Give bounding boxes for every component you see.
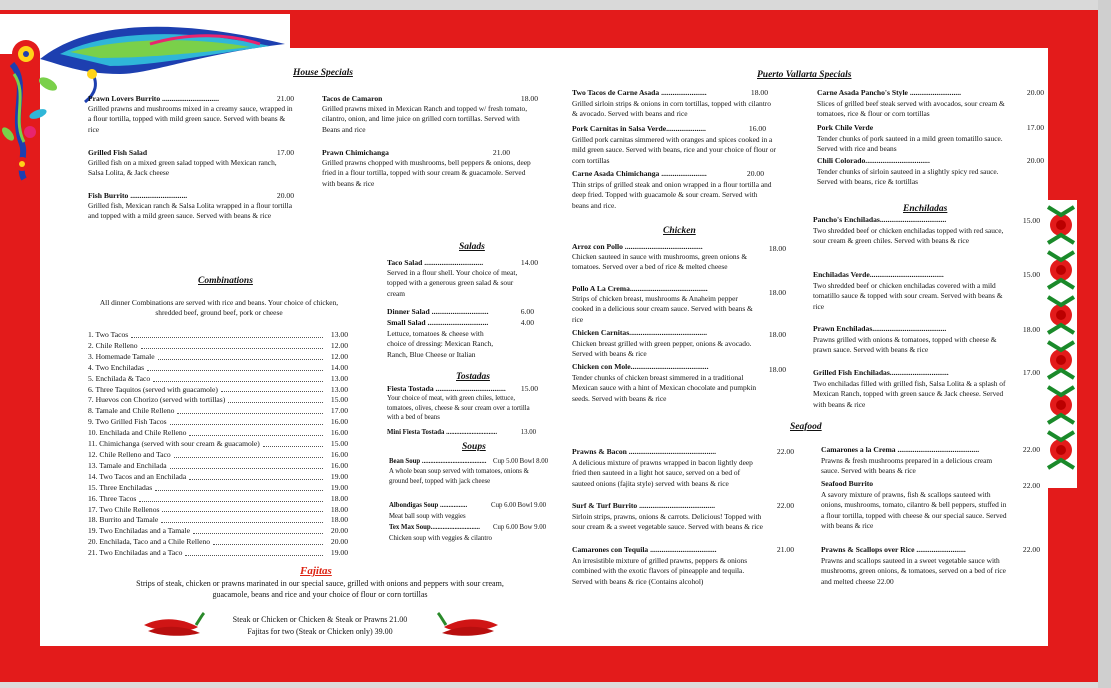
menu-item-price: 18.00 (768, 330, 786, 339)
dot-leader (158, 352, 323, 360)
menu-item-desc: Tender chunks of sirloin sauteed in a slightly spicy red sauce. Served with beans, rice & tortillas (817, 167, 999, 187)
dot-leader (141, 341, 323, 349)
menu-item-desc: Tender chunks of chicken breast simmered in a traditional Mexican sauce with a hint of Mexican chocolate and pumpkin seeds. Served with beans & rice (572, 373, 757, 403)
menu-item-price: 15.00 (520, 384, 538, 393)
menu-item-desc: Grilled prawns mixed in Mexican Ranch and topped w/ fresh tomato, cilantro, onion, and lime juice on grilled corn tortillas. Served with Beans and rice (322, 104, 528, 134)
menu-item-name: Enchiladas Verde....................................... (813, 270, 944, 279)
menu-item-price: 21.00 (492, 148, 510, 157)
dot-leader (139, 494, 323, 502)
combo-price: 18.00 (330, 515, 348, 525)
menu-item-price: 21.00 (776, 545, 794, 554)
top-gray-strip (0, 0, 1111, 10)
menu-item-desc: A delicious mixture of prawns wrapped in bacon lightly deep fried then sauteed in a light hot sauce, served on a bed of sauteed onions (fajita style) served with beans & rice (572, 458, 753, 488)
combo-price: 17.00 (330, 406, 348, 416)
menu-item-desc: Tender chunks of pork sauteed in a mild green tomatillo sauce. Served with rice and beans (817, 134, 1003, 154)
combo-name: 5. Enchilada & Taco (88, 373, 151, 383)
puerto-vallarta-title: Puerto Vallarta Specials (757, 70, 852, 80)
combo-name: 20. Enchilada, Taco and a Chile Relleno (88, 537, 211, 547)
dot-leader (228, 395, 323, 403)
combo-row (88, 385, 348, 396)
dot-leader (147, 363, 323, 371)
menu-item-desc: Meat ball soup with veggies (389, 513, 466, 520)
menu-item-desc: Your choice of meat, with green chiles, lettuce, tomatoes, olives, cheese & sour cream over a tortilla with a bed of beans (387, 395, 530, 421)
combo-row (88, 374, 348, 385)
combo-price: 13.00 (330, 384, 348, 394)
combo-price: 16.00 (330, 428, 348, 438)
combo-name: 6. Three Taquitos (served with guacamole) (88, 384, 218, 394)
combo-price: 16.00 (330, 449, 348, 459)
tostadas-title: Tostadas (456, 372, 490, 382)
menu-item-desc: Grilled fish on a mixed green salad topped with Mexican ranch, Salsa Lolita, & Jack cheese (88, 158, 277, 178)
menu-item-desc: Grilled prawns and mushrooms mixed in a creamy sauce, wrapped in a flour tortilla, topped with mild green sauce. Served with beans & rice (88, 104, 293, 134)
menu-item-desc: Grilled pork carnitas simmered with oranges and spices cooked in a mild green sauce. Served with beans, rice and your choice of flour or corn tortillas (572, 135, 776, 165)
menu-item-price: 17.00 (1026, 123, 1044, 132)
menu-item-desc: Chicken breast grilled with green pepper, onions & avocado. Served with beans & rice (572, 339, 752, 359)
combo-row (88, 406, 348, 417)
dot-leader (177, 406, 323, 414)
menu-item-price: 22.00 (1022, 481, 1040, 490)
dot-leader (170, 417, 323, 425)
menu-item-name: Prawn Chimichanga (322, 148, 389, 157)
combo-price: 14.00 (330, 362, 348, 372)
fajitas-title: Fajitas (300, 565, 332, 577)
menu-item-name: Prawns & Bacon .............................................. (572, 447, 717, 456)
menu-item-name: Two Tacos de Carne Asada ........................ (572, 88, 707, 97)
menu-item-desc: Chicken sauteed in sauce with mushrooms, green onions & tomatoes. Served over a bed of rice & melted cheese (572, 252, 748, 272)
menu-item-name: Tacos de Camaron (322, 94, 383, 103)
menu-item-name: Arroz con Pollo ......................................... (572, 242, 703, 251)
dot-leader (189, 428, 323, 436)
soups-title: Soups (462, 442, 486, 452)
combo-name: 4. Two Enchiladas (88, 362, 145, 372)
menu-item-price: 18.00 (768, 365, 786, 374)
combo-name: 13. Tamale and Enchilada (88, 460, 167, 470)
fajitas-desc: Strips of steak, chicken or prawns marinated in our special sauce, grilled with onions and peppers with sour cream, guacamole, beans and rice and your choice of flour or corn tortillas (136, 579, 504, 599)
chili-pepper-icon (140, 607, 206, 637)
combo-row (88, 472, 348, 483)
combo-name: 2. Chile Relleno (88, 340, 138, 350)
menu-item-price: 20.00 (1026, 156, 1044, 165)
combo-price: 19.00 (330, 548, 348, 558)
menu-item-price: 18.00 (768, 288, 786, 297)
combinations-title: Combinations (198, 276, 253, 286)
combo-row (88, 439, 348, 450)
menu-item-name: Small Salad ................................ (387, 318, 489, 327)
combo-price: 16.00 (330, 417, 348, 427)
combinations-list (88, 330, 348, 559)
combo-row (88, 417, 348, 428)
combo-name: 16. Three Tacos (88, 493, 137, 503)
dot-leader (155, 483, 323, 491)
combo-row (88, 515, 348, 526)
menu-item-price: 18.00 (1022, 325, 1040, 334)
dot-leader (170, 461, 323, 469)
combo-row (88, 428, 348, 439)
dot-leader (153, 374, 323, 382)
combo-name: 21. Two Enchiladas and a Taco (88, 548, 183, 558)
combo-row (88, 352, 348, 363)
combinations-intro: All dinner Combinations are served with rice and beans. Your choice of chicken, shredded beef, ground beef, pork or cheese (99, 298, 339, 318)
menu-item-desc: Grilled sirloin strips & onions in corn tortillas, topped with cilantro & avocado. Served with beans and rice (572, 99, 771, 119)
menu-item-name: Camarones con Tequila ................................... (572, 545, 717, 554)
menu-item-name: Pollo A La Crema......................................... (572, 284, 708, 293)
combo-name: 17. Two Chile Rellenos (88, 504, 160, 514)
menu-item-price: 16.00 (748, 124, 766, 133)
combo-name: 12. Chile Relleno and Taco (88, 449, 171, 459)
combo-price: 19.00 (330, 471, 348, 481)
combo-row (88, 450, 348, 461)
menu-item-desc: A savory mixture of prawns, fish & scallops sauteed with onions, mushrooms, tomato, cilantro & bell peppers, stuffed in a flour tortilla, topped with cheese & our special sauce. Served with beans & rice (821, 490, 1007, 530)
menu-item-price: 6.00 (520, 307, 534, 316)
menu-item-desc: Prawns grilled with onions & tomatoes, topped with cheese & prawn sauce. Served with beans & rice (813, 335, 997, 355)
menu-item-price: Cup 6.00 Bow 9.00 (492, 524, 546, 531)
combo-price: 20.00 (330, 537, 348, 547)
dot-leader (193, 526, 323, 534)
combo-price: 19.00 (330, 482, 348, 492)
menu-item-price: 21.00 (276, 94, 294, 103)
menu-item-price: 14.00 (520, 258, 538, 267)
menu-item-price: 22.00 (1022, 545, 1040, 554)
menu-item-desc: Sirloin strips, prawns, onions & carrots. Delicious! Topped with sour cream & a sweet vegetable sauce. Served with beans & rice (572, 512, 763, 532)
chili-pepper-icon (436, 607, 502, 637)
fajitas-price-line: Steak or Chicken or Chicken & Steak or Prawns 21.00 (232, 615, 408, 624)
combo-row (88, 341, 348, 352)
menu-item-desc: Thin strips of grilled steak and onion wrapped in a flour tortilla and deep fried. Topped with guacamole & sour cream. Served with beans and rice. (572, 180, 772, 210)
dot-leader (263, 439, 323, 447)
combo-name: 15. Three Enchiladas (88, 482, 153, 492)
menu-item-desc: Prawns and scallops sauteed in a sweet vegetable sauce with mushrooms, green onions, & tomatoes, served on a bed of rice and melted cheese 22.00 (821, 556, 1006, 586)
menu-item-desc: A whole bean soup served with tomatoes, onions & ground beef, topped with jack cheese (389, 468, 529, 485)
menu-item-name: Carne Asada Pancho's Style ........................... (817, 88, 962, 97)
combo-name: 9. Two Grilled Fish Tacos (88, 417, 167, 427)
combo-price: 13.00 (330, 373, 348, 383)
dot-leader (162, 505, 323, 513)
chicken-title: Chicken (663, 226, 696, 236)
dot-leader (189, 472, 323, 480)
combo-name: 7. Huevos con Chorizo (served with tortillas) (88, 395, 226, 405)
menu-item-name: Prawn Lovers Burrito .............................. (88, 94, 219, 103)
menu-item-price: 22.00 (776, 447, 794, 456)
dot-leader (131, 330, 323, 338)
menu-item-name: Fiesta Tostada ..................................... (387, 384, 506, 393)
menu-item-desc: Grilled prawns chopped with mushrooms, bell peppers & onions, deep fried in a flour tortilla, topped with sour cream & guacamole. Served with beans & rice (322, 158, 531, 188)
menu-item-name: Prawns & Scallops over Rice .......................... (821, 545, 966, 554)
combo-name: 14. Two Tacos and an Enchilada (88, 471, 187, 481)
combo-price: 20.00 (330, 526, 348, 536)
menu-item-name: Pork Carnitas in Salsa Verde..................... (572, 124, 706, 133)
menu-item-desc: Chicken soup with veggies & cilantro (389, 535, 492, 542)
dot-leader (221, 385, 323, 393)
combo-name: 18. Burrito and Tamale (88, 515, 159, 525)
combo-name: 19. Two Enchiladas and a Tamale (88, 526, 190, 536)
fajitas-price-line: Fajitas for two (Steak or Chicken only) 39.00 (247, 627, 393, 636)
menu-item-desc: Two shredded beef or chicken enchiladas covered with a mild tomatillo sauce & topped with sour cream. Served with beans & rice (813, 281, 1003, 311)
menu-item-desc: Grilled fish, Mexican ranch & Salsa Lolita wrapped in a flour tortilla and topped with a mild green sauce. Served with beans & rice (88, 201, 293, 221)
menu-item-price: 20.00 (1026, 88, 1044, 97)
combo-price: 16.00 (330, 460, 348, 470)
salads-title: Salads (459, 242, 485, 252)
combo-name: 8. Tamale and Chile Relleno (88, 406, 175, 416)
menu-item-name: Grilled Fish Salad (88, 148, 148, 157)
combo-row (88, 548, 348, 559)
menu-item-price: 20.00 (746, 169, 764, 178)
menu-item-name: Prawn Enchiladas....................................... (813, 324, 947, 333)
combo-price: 12.00 (330, 340, 348, 350)
seafood-title: Seafood (790, 422, 822, 432)
combo-row (88, 330, 348, 341)
menu-item-price: Cup 6.00 Bowl 9.00 (491, 502, 546, 509)
dot-leader (161, 515, 323, 523)
house-specials-title: House Specials (293, 68, 353, 78)
combo-name: 10. Enchilada and Chile Relleno (88, 428, 187, 438)
menu-item-name: Dinner Salad .............................. (387, 307, 489, 316)
menu-item-price: 20.00 (276, 191, 294, 200)
combo-price: 12.00 (330, 351, 348, 361)
menu-item-desc: Prawns & fresh mushrooms prepared in a delicious cream sauce. Served with beans & rice (821, 456, 993, 476)
menu-item-price: 15.00 (1022, 270, 1040, 279)
menu-item-name: Pork Chile Verde (817, 123, 874, 132)
menu-item-name: Chili Colorado.................................. (817, 156, 930, 165)
menu-item-desc: Two enchiladas filled with grilled fish, Salsa Lolita & a splash of Mexican Ranch, topped with green sauce & Jack cheese. Served with beans & rice (813, 379, 1006, 409)
combo-row (88, 494, 348, 505)
menu-item-name: Grilled Fish Enchiladas............................... (813, 368, 949, 377)
menu-item-desc: An irresistible mixture of grilled prawns, peppers & onions combined with the exotic flavors of pineapple and tequila. Served with beans & rice (Contains alcohol) (572, 556, 748, 586)
combo-name: 11. Chimichanga (served with sour cream & guacamole) (88, 439, 260, 449)
dot-leader (174, 450, 323, 458)
combo-row (88, 537, 348, 548)
red-flower-border-icon (1046, 203, 1076, 485)
enchiladas-title: Enchiladas (903, 204, 948, 214)
combo-row (88, 363, 348, 374)
combo-row (88, 461, 348, 472)
menu-item-desc: Slices of grilled beef steak served with avocados, sour cream & tomatoes, rice & flour or corn tortillas (817, 99, 1005, 119)
right-gray-strip (1098, 0, 1111, 688)
combo-row (88, 526, 348, 537)
menu-item-price: 22.00 (776, 501, 794, 510)
combo-name: 1. Two Tacos (88, 330, 129, 339)
menu-item-desc: Lettuce, tomatoes & cheese with choice of dressing: Mexican Ranch, Ranch, Blue Cheese or Italian (387, 329, 494, 359)
menu-item-name: Taco Salad ............................... (387, 258, 484, 267)
menu-item-price: 18.00 (520, 94, 538, 103)
combo-row (88, 505, 348, 516)
menu-item-price: 13.00 (520, 429, 536, 436)
menu-item-desc: Served in a flour shell. Your choice of meat, topped with a generous green salad & sour cream (387, 268, 518, 298)
menu-item-price: 15.00 (1022, 216, 1040, 225)
dot-leader (185, 548, 323, 556)
combo-row (88, 483, 348, 494)
menu-item-name: Albondigas Soup ................ (389, 502, 468, 509)
menu-item-name: Carne Asada Chimichanga ........................ (572, 169, 707, 178)
menu-item-name: Chicken Carnitas......................................... (572, 328, 708, 337)
menu-item-price: 4.00 (520, 318, 534, 327)
combo-price: 18.00 (330, 504, 348, 514)
menu-item-price: 17.00 (1022, 368, 1040, 377)
combo-price: 13.00 (330, 330, 348, 339)
combo-price: 15.00 (330, 395, 348, 405)
combo-price: 15.00 (330, 439, 348, 449)
menu-item-name: Fish Burrito .............................. (88, 191, 188, 200)
menu-item-name: Chicken con Mole......................................... (572, 362, 709, 371)
menu-item-desc: Strips of chicken breast, mushrooms & Anaheim pepper cooked in a delicious sour cream sauce. Served with beans & rice (572, 294, 753, 324)
menu-item-price: 17.00 (276, 148, 294, 157)
dot-leader (213, 537, 323, 545)
menu-item-name: Mini Fiesta Tostada .............................. (387, 429, 498, 436)
menu-item-name: Camarones a la Crema ........................................... (821, 445, 980, 454)
combo-row (88, 395, 348, 406)
menu-item-name: Tex Max Soup............................. (389, 524, 480, 531)
menu-item-price: 22.00 (1022, 445, 1040, 454)
menu-item-price: 18.00 (750, 88, 768, 97)
menu-item-name: Surf & Turf Burrito ........................................ (572, 501, 716, 510)
menu-item-desc: Two shredded beef or chicken enchiladas topped with red sauce, sour cream & green chiles. Served with beans & rice (813, 226, 1004, 246)
menu-item-name: Pancho's Enchiladas................................... (813, 215, 947, 224)
menu-item-name: Bean Soup ...................................... (389, 458, 487, 465)
menu-item-price: 18.00 (768, 244, 786, 253)
combo-price: 18.00 (330, 493, 348, 503)
menu-item-name: Seafood Burrito (821, 479, 874, 488)
menu-item-price: Cup 5.00 Bowl 8.00 (493, 458, 548, 465)
combo-name: 3. Homemade Tamale (88, 351, 155, 361)
